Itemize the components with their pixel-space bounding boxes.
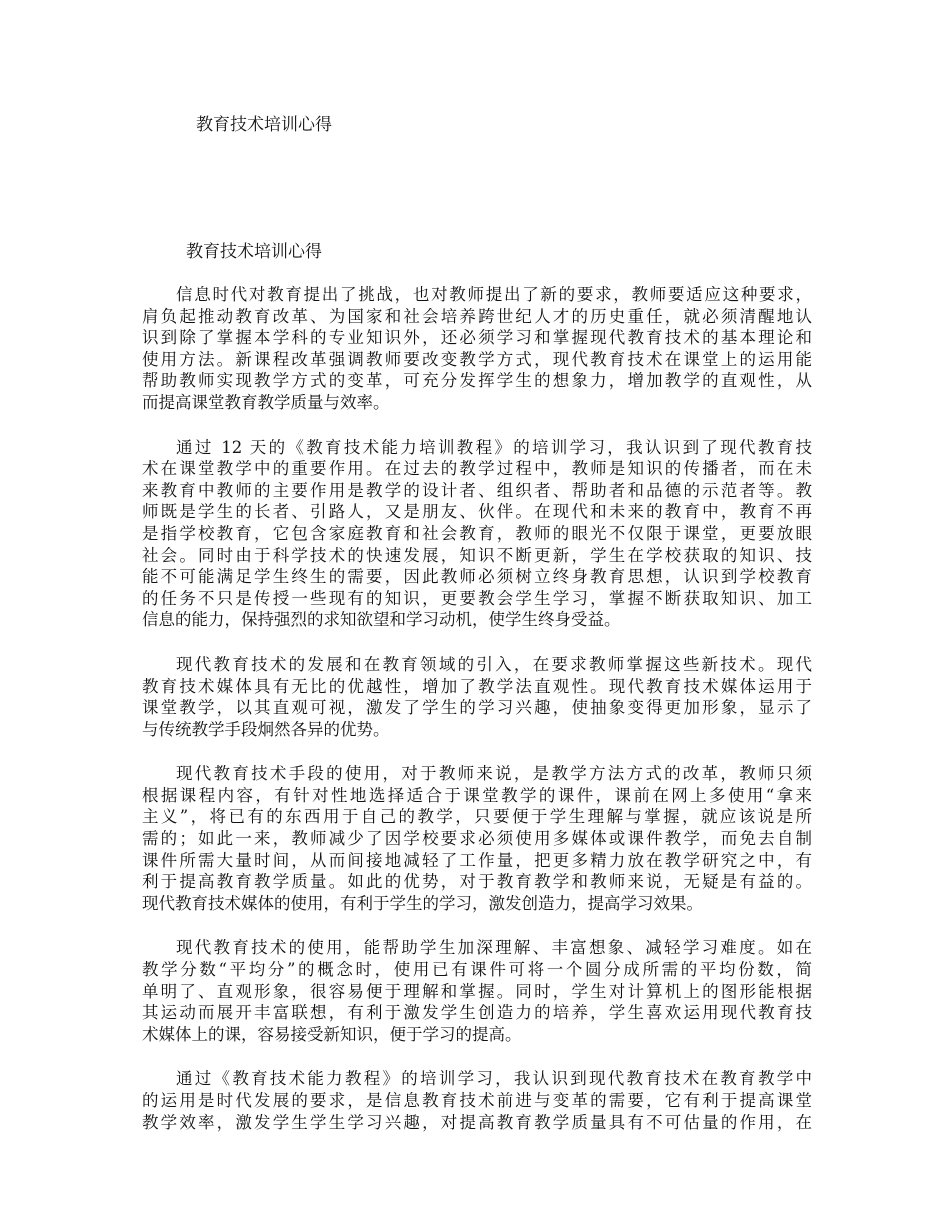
paragraph xyxy=(142,284,812,414)
paragraph-line: 现代教育技术媒体的使用，有利于学生的学习，激发创造力，提高学习效果。 xyxy=(142,893,703,913)
paragraph-line: 教学效率，激发学生学生学习兴趣，对提高教育教学质量具有不可估量的作用，在 xyxy=(142,1112,812,1132)
paragraph-line: 单明了、直观形象，很容易便于理解和掌握。同时，学生对计算机上的图形能根据 xyxy=(142,981,812,1001)
paragraph-line: 教育技术媒体具有无比的优越性，增加了教学法直观性。现代教育技术媒体运用于 xyxy=(142,676,812,696)
paragraph-line: 现代教育技术手段的使用，对于教师来说，是教学方法方式的改革，教师只须 xyxy=(176,764,812,784)
paragraph-line: 帮助教师实现教学方式的变革，可充分发挥学生的想象力，增加教学的直观性，从 xyxy=(142,371,812,391)
paragraph-line: 而提高课堂教育教学质量与效率。 xyxy=(142,392,390,412)
paragraph-line: 的任务不只是传授一些现有的知识，更要教会学生学习，掌握不断获取知识、加工 xyxy=(142,588,812,608)
paragraph-line: 利于提高教育教学质量。如此的优势，对于教育教学和教师来说，无疑是有益的。 xyxy=(142,872,812,892)
paragraph-line: 信息时代对教育提出了挑战，也对教师提出了新的要求，教师要适应这种要求， xyxy=(176,285,812,304)
paragraph-line: 来教育中教师的主要作用是教学的设计者、组织者、帮助者和品德的示范者等。教 xyxy=(142,480,812,500)
paragraph-line: 是指学校教育，它包含家庭教育和社会教育，教师的眼光不仅限于课堂，更要放眼 xyxy=(142,523,812,543)
paragraph-line: 需的；如此一来，教师减少了因学校要求必须使用多媒体或课件教学，而免去自制 xyxy=(142,829,812,849)
paragraph-line: 教学分数“平均分”的概念时，使用已有课件可将一个圆分成所需的平均份数，简 xyxy=(142,960,812,980)
paragraph-line: 社会。同时由于科学技术的快速发展，知识不断更新，学生在学校获取的知识、技 xyxy=(142,545,812,565)
paragraph-line: 课堂教学，以其直观可视，激发了学生的学习兴趣，使抽象变得更加形象，显示了 xyxy=(142,698,812,718)
paragraph-line: 现代教育技术的使用，能帮助学生加深理解、丰富想象、减轻学习难度。如在 xyxy=(176,938,812,958)
paragraph-line: 识到除了掌握本学科的专业知识外，还必须学习和掌握现代教育技术的基本理论和 xyxy=(142,328,812,348)
paragraph xyxy=(142,654,812,740)
paragraph-line: 使用方法。新课程改革强调教师要改变教学方式，现代教育技术在课堂上的运用能 xyxy=(142,349,812,369)
paragraph-line: 能不可能满足学生终生的需要，因此教师必须树立终身教育思想，认识到学校教育 xyxy=(142,567,812,587)
paragraph xyxy=(142,437,812,631)
paragraph xyxy=(142,937,812,1045)
paragraph-line: 课件所需大量时间，从而间接地减轻了工作量，把更多精力放在教学研究之中，有 xyxy=(142,850,812,870)
document-body xyxy=(142,284,812,1156)
paragraph-line: 其运动而展开丰富联想，有利于激发学生创造力的培养，学生喜欢运用现代教育技 xyxy=(142,1003,812,1023)
paragraph-line: 通过《教育技术能力教程》的培训学习，我认识到现代教育技术在教育教学中 xyxy=(176,1069,812,1089)
paragraph-line: 信息的能力，保持强烈的求知欲望和学习动机，使学生终身受益。 xyxy=(142,610,621,630)
paragraph-line: 通过 12 天的《教育技术能力培训教程》的培训学习，我认识到了现代教育技 xyxy=(176,437,812,457)
header-title: 教育技术培训心得 xyxy=(196,115,332,135)
paragraph-line: 术媒体上的课，容易接受新知识，便于学习的提高。 xyxy=(142,1024,522,1044)
paragraph xyxy=(142,1068,812,1133)
paragraph-line: 主义”，将已有的东西用于自己的教学，只要便于学生理解与掌握，就应该说是所 xyxy=(142,807,812,827)
paragraph-line: 与传统教学手段炯然各异的优势。 xyxy=(142,719,390,739)
paragraph-line: 的运用是时代发展的要求，是信息教育技术前进与变革的需要，它有利于提高课堂 xyxy=(142,1091,812,1110)
paragraph-line: 师既是学生的长者、引路人，又是朋友、伙伴。在现代和未来的教育中，教育不再 xyxy=(142,502,812,522)
paragraph-line: 根据课程内容，有针对性地选择适合于课堂教学的课件，课前在网上多使用“拿来 xyxy=(142,785,812,805)
paragraph xyxy=(142,763,812,914)
paragraph-line: 肩负起推动教育改革、为国家和社会培养跨世纪人才的历史重任，就必须清醒地认 xyxy=(142,306,812,326)
document-title: 教育技术培训心得 xyxy=(186,242,322,262)
paragraph-line: 现代教育技术的发展和在教育领域的引入，在要求教师掌握这些新技术。现代 xyxy=(176,654,812,674)
paragraph-line: 术在课堂教学中的重要作用。在过去的教学过程中，教师是知识的传播者，而在未 xyxy=(142,459,812,479)
